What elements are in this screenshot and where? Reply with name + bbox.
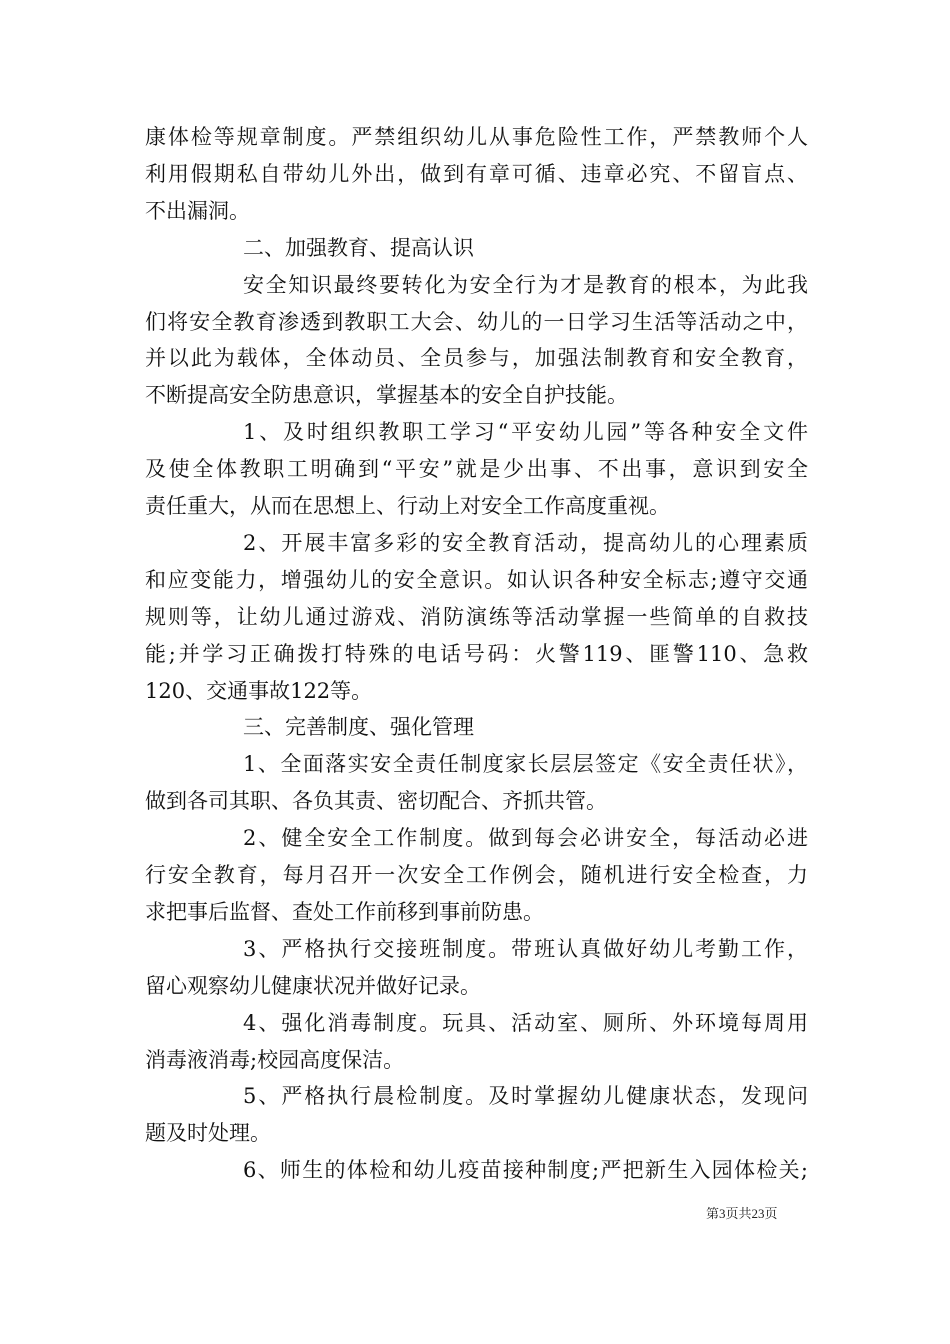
text-line: 消毒液消毒;校园高度保洁。 [145, 1047, 405, 1072]
text-line: 6、师生的体检和幼儿疫苗接种制度;严把新生入园体检关; [243, 1158, 808, 1183]
text-line: 康体检等规章制度。严禁组织幼儿从事危险性工作，严禁教师个人 [145, 125, 808, 149]
text-line: 5、严格执行晨检制度。及时掌握幼儿健康状态，发现问 [243, 1084, 808, 1109]
text-line: 行安全教育，每月召开一次安全工作例会，随机进行安全检查，力 [145, 863, 808, 887]
text-line: 1、全面落实安全责任制度家长层层签定《安全责任状》， [243, 752, 808, 777]
text-line: 利用假期私自带幼儿外出，做到有章可循、违章必究、不留盲点、 [145, 161, 808, 186]
text-line: 们将安全教育渗透到教职工大会、幼儿的一日学习生活等活动之中， [145, 309, 808, 334]
page-number: 第3页共23页 [706, 1206, 778, 1221]
text-line: 不出漏洞。 [145, 198, 250, 223]
text-line: 题及时处理。 [145, 1121, 271, 1146]
text-line: 并以此为载体，全体动员、全员参与，加强法制教育和安全教育， [145, 346, 808, 371]
text-line: 120、交通事故122等。 [145, 678, 373, 703]
text-line: 及使全体教职工明确到“平安”就是少出事、不出事，意识到安全 [145, 457, 808, 482]
text-line: 安全知识最终要转化为安全行为才是教育的根本，为此我 [243, 272, 808, 297]
text-line: 做到各司其职、各负其责、密切配合、齐抓共管。 [145, 789, 607, 814]
text-line: 规则等，让幼儿通过游戏、消防演练等活动掌握一些简单的自救技 [145, 604, 808, 629]
text-line: 和应变能力，增强幼儿的安全意识。如认识各种安全标志;遵守交通 [145, 567, 808, 592]
text-line: 2、健全安全工作制度。做到每会必讲安全，每活动必进 [243, 826, 808, 851]
text-line: 1、及时组织教职工学习“平安幼儿园”等各种安全文件 [243, 420, 808, 445]
text-line: 2、开展丰富多彩的安全教育活动，提高幼儿的心理素质 [243, 530, 808, 555]
text-line: 4、强化消毒制度。玩具、活动室、厕所、外环境每周用 [243, 1010, 808, 1035]
text-line: 3、严格执行交接班制度。带班认真做好幼儿考勤工作， [243, 936, 808, 961]
text-line: 求把事后监督、查处工作前移到事前防患。 [145, 899, 544, 924]
text-line: 责任重大，从而在思想上、行动上对安全工作高度重视。 [145, 494, 670, 518]
text-line: 能;并学习正确拨打特殊的电话号码：火警119、匪警110、急救 [145, 641, 808, 666]
section-heading: 三、完善制度、强化管理 [243, 715, 474, 740]
text-line: 不断提高安全防患意识，掌握基本的安全自护技能。 [145, 383, 628, 408]
text-line: 留心观察幼儿健康状况并做好记录。 [145, 973, 481, 998]
section-heading: 二、加强教育、提高认识 [243, 235, 474, 260]
